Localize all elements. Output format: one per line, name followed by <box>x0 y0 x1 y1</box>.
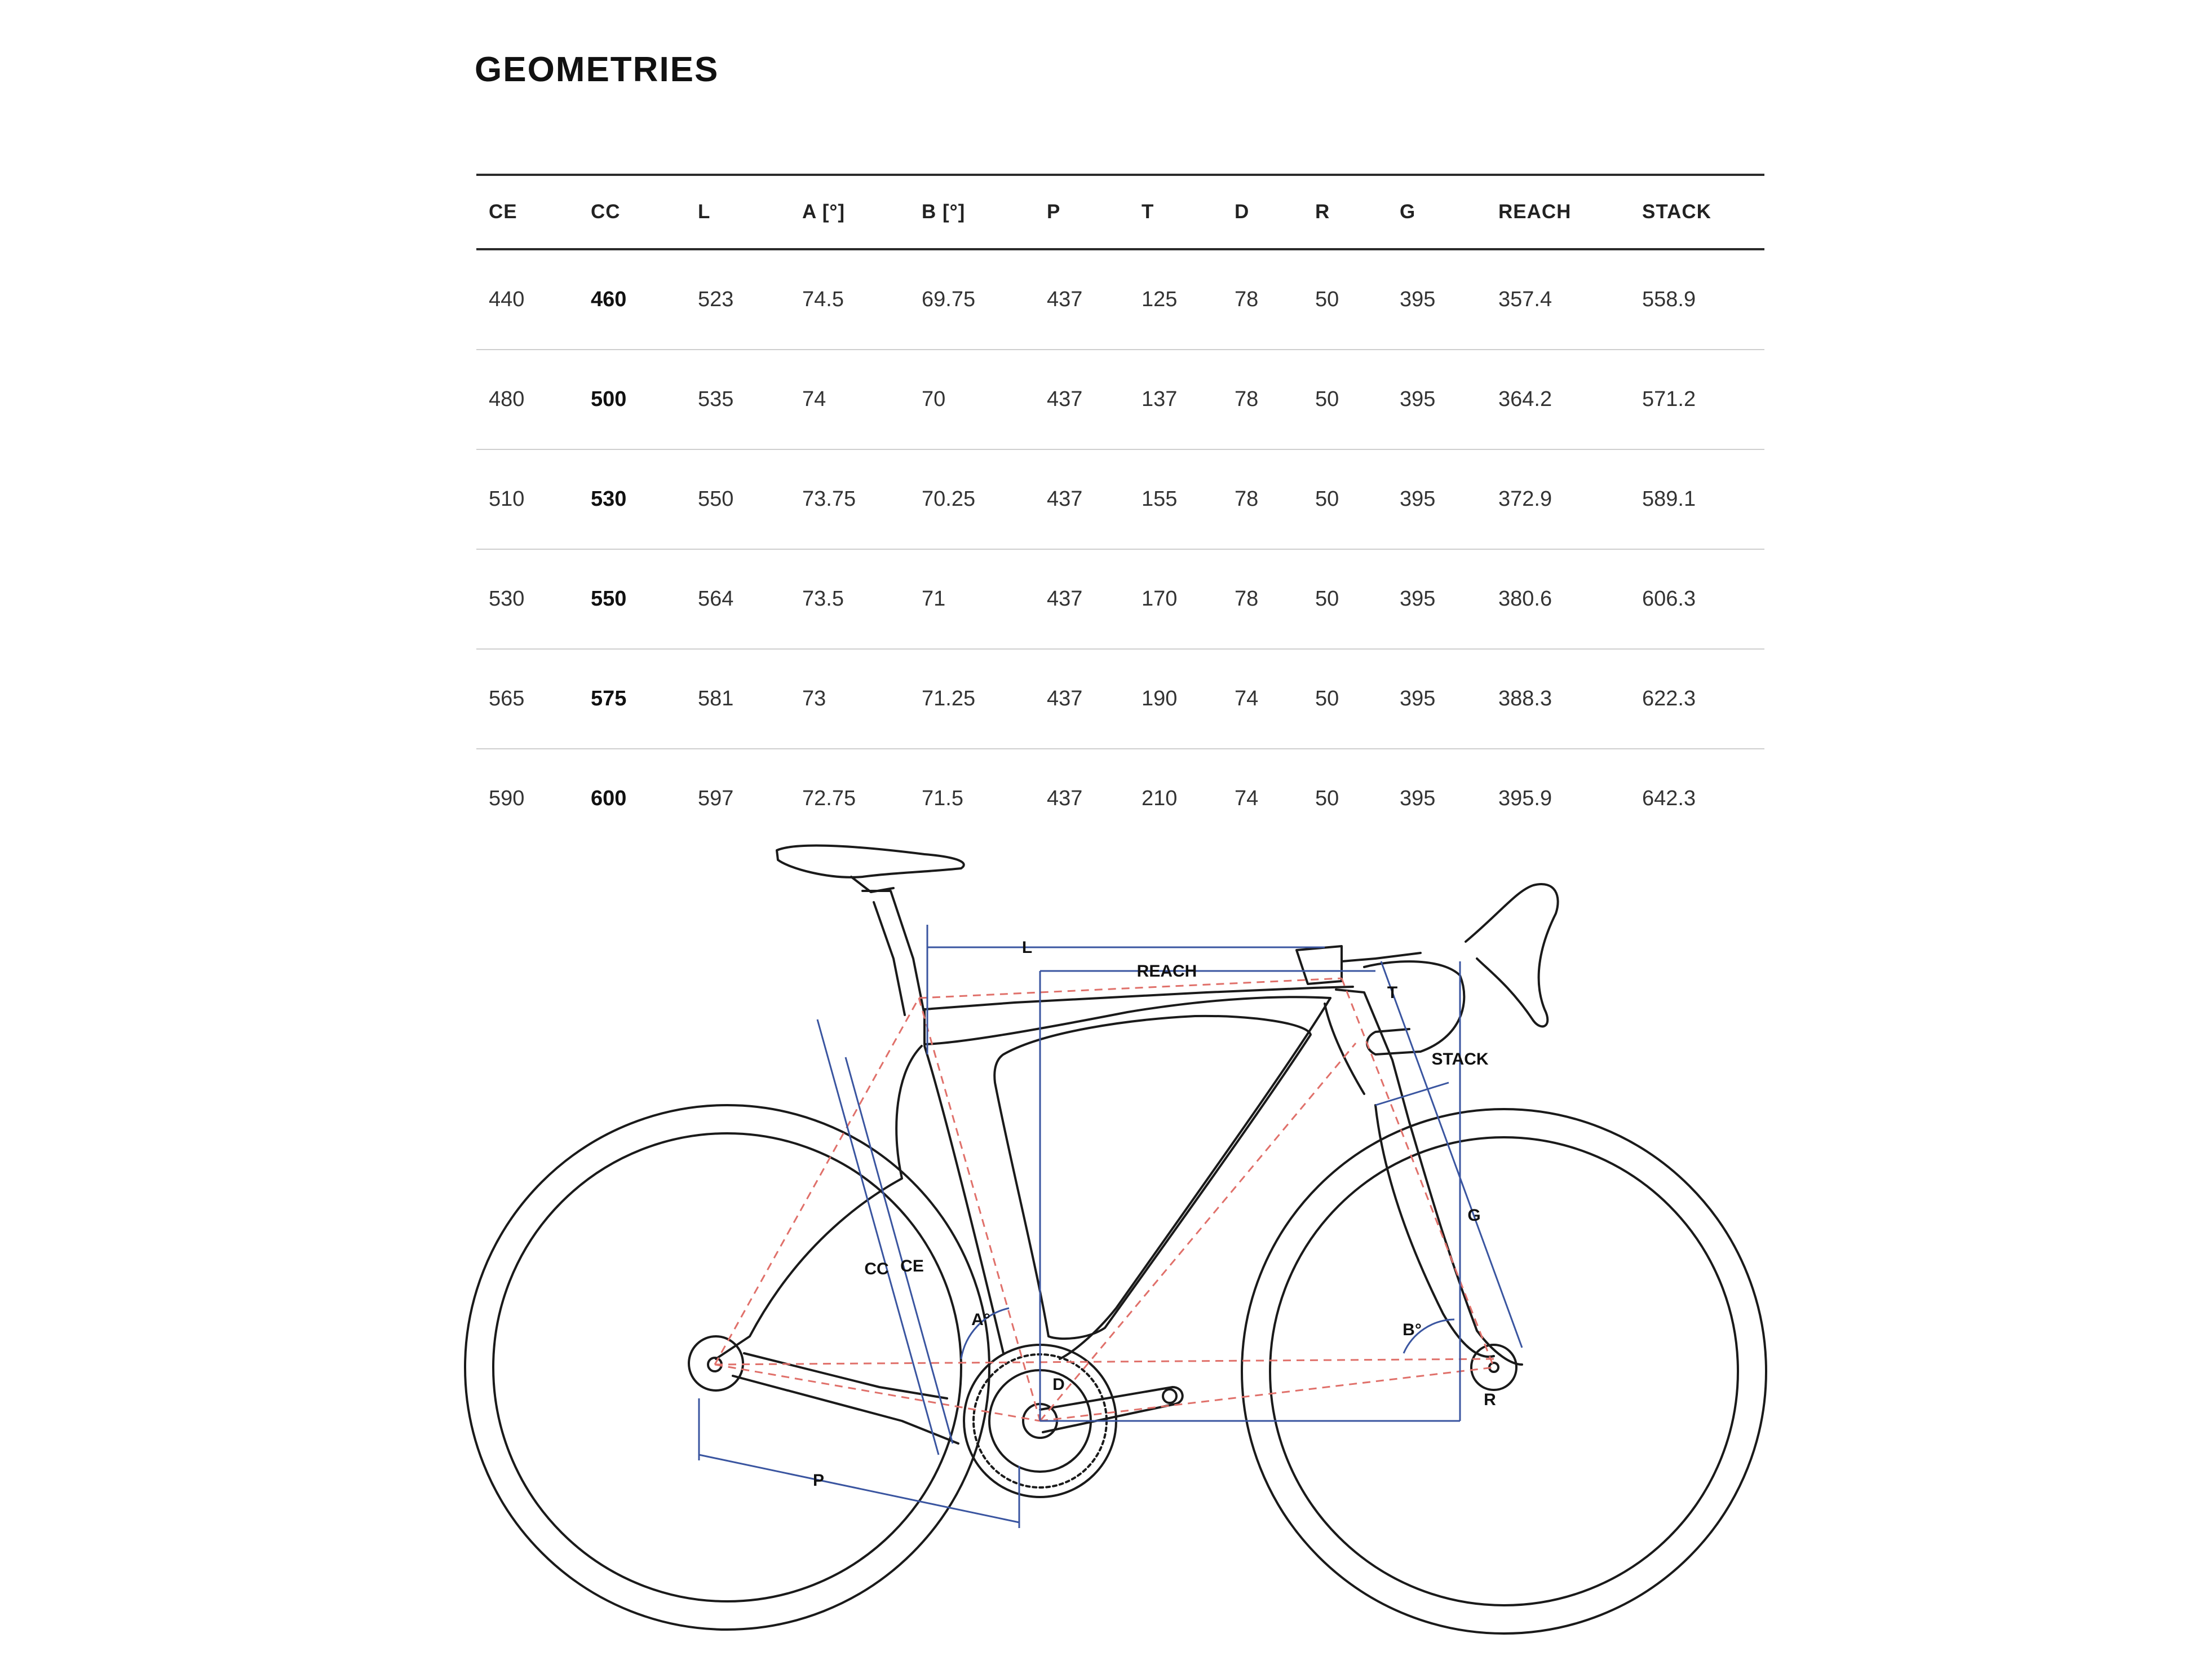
chainstay-centerline <box>715 1365 1040 1421</box>
dim-g <box>1381 961 1522 1348</box>
down-tube-centerline <box>1040 1043 1356 1421</box>
cell-b: 70.25 <box>922 487 976 511</box>
header-d: D <box>1235 201 1250 223</box>
cell-l: 535 <box>698 387 734 411</box>
cell-reach: 364.2 <box>1498 387 1552 411</box>
header-ce: CE <box>489 201 517 223</box>
cell-ce: 510 <box>489 487 525 511</box>
cell-p: 437 <box>1047 587 1083 611</box>
cell-t: 210 <box>1142 787 1178 810</box>
cell-p: 437 <box>1047 487 1083 511</box>
down-tube <box>1060 998 1330 1359</box>
cell-r: 50 <box>1315 387 1339 411</box>
cell-reach: 388.3 <box>1498 687 1552 710</box>
cell-g: 395 <box>1400 487 1436 511</box>
cell-t: 137 <box>1142 387 1178 411</box>
cell-b: 71.5 <box>922 787 963 810</box>
cell-ce: 440 <box>489 288 525 311</box>
label-reach: REACH <box>1136 962 1197 981</box>
frame-centerlines <box>715 978 1494 1421</box>
cell-a: 73 <box>802 687 826 710</box>
top-tube-centerline <box>919 978 1342 998</box>
seat-stay <box>716 1046 922 1359</box>
cell-l: 550 <box>698 487 734 511</box>
cell-stack: 558.9 <box>1642 288 1696 311</box>
cell-b: 71.25 <box>922 687 976 710</box>
cell-g: 395 <box>1400 288 1436 311</box>
seatpost-front <box>862 891 924 1015</box>
cell-a: 73.5 <box>802 587 844 611</box>
cell-p: 437 <box>1047 288 1083 311</box>
pedal-spindle <box>1163 1389 1176 1403</box>
cell-l: 523 <box>698 288 734 311</box>
cell-r: 50 <box>1315 487 1339 511</box>
cell-a: 73.75 <box>802 487 856 511</box>
cell-cc: 550 <box>591 587 627 611</box>
cell-reach: 395.9 <box>1498 787 1552 810</box>
cell-stack: 642.3 <box>1642 787 1696 810</box>
label-g: G <box>1467 1206 1481 1225</box>
cell-t: 155 <box>1142 487 1178 511</box>
stem-spacer <box>1297 946 1342 984</box>
cell-stack: 589.1 <box>1642 487 1696 511</box>
header-reach: REACH <box>1498 201 1572 223</box>
label-l: L <box>1021 938 1033 957</box>
label-d: D <box>1052 1375 1065 1394</box>
cell-t: 190 <box>1142 687 1178 710</box>
header-b: B [°] <box>922 201 966 223</box>
cell-cc: 530 <box>591 487 627 511</box>
header-stack: STACK <box>1642 201 1711 223</box>
cell-cc: 600 <box>591 787 627 810</box>
page-title: GEOMETRIES <box>475 50 719 89</box>
cell-ce: 530 <box>489 587 525 611</box>
cell-r: 50 <box>1315 288 1339 311</box>
cell-l: 564 <box>698 587 734 611</box>
cell-d: 78 <box>1235 587 1259 611</box>
header-r: R <box>1315 201 1330 223</box>
cell-g: 395 <box>1400 387 1436 411</box>
fork-rear <box>1375 1105 1494 1357</box>
bike-drawing <box>465 846 1766 1633</box>
cell-g: 395 <box>1400 687 1436 710</box>
cell-p: 437 <box>1047 787 1083 810</box>
cell-t: 170 <box>1142 587 1178 611</box>
cell-reach: 357.4 <box>1498 288 1552 311</box>
seat-stay-centerline <box>715 998 919 1365</box>
cell-cc: 460 <box>591 288 627 311</box>
header-t: T <box>1142 201 1154 223</box>
cell-p: 437 <box>1047 387 1083 411</box>
saddle <box>777 846 964 877</box>
cell-l: 597 <box>698 787 734 810</box>
cell-cc: 500 <box>591 387 627 411</box>
cell-d: 78 <box>1235 487 1259 511</box>
cell-a: 74 <box>802 387 826 411</box>
header-cc: CC <box>591 201 621 223</box>
header-a: A [°] <box>802 201 846 223</box>
cell-l: 581 <box>698 687 734 710</box>
brake-lever <box>1466 884 1558 1026</box>
cell-a: 74.5 <box>802 288 844 311</box>
wheelbase-centerline <box>715 1359 1494 1365</box>
chainstay <box>733 1376 958 1443</box>
cell-b: 70 <box>922 387 946 411</box>
label-ce: CE <box>900 1257 924 1275</box>
header-l: L <box>698 201 711 223</box>
label-b: B° <box>1403 1321 1422 1339</box>
label-t: T <box>1387 983 1398 1002</box>
cell-r: 50 <box>1315 687 1339 710</box>
head-tube-rear <box>1325 1004 1364 1094</box>
cell-ce: 590 <box>489 787 525 810</box>
front-hub <box>1471 1345 1516 1390</box>
seat-tube <box>924 1046 1003 1353</box>
cell-g: 395 <box>1400 787 1436 810</box>
cell-t: 125 <box>1142 288 1178 311</box>
cell-g: 395 <box>1400 587 1436 611</box>
cell-reach: 380.6 <box>1498 587 1552 611</box>
cell-a: 72.75 <box>802 787 856 810</box>
cell-p: 437 <box>1047 687 1083 710</box>
cell-b: 71 <box>922 587 946 611</box>
cell-stack: 606.3 <box>1642 587 1696 611</box>
cell-ce: 565 <box>489 687 525 710</box>
cell-b: 69.75 <box>922 288 976 311</box>
front-wheel-rim <box>1270 1137 1738 1605</box>
dim-ce <box>846 1057 953 1443</box>
cell-r: 50 <box>1315 587 1339 611</box>
stem <box>1342 953 1421 961</box>
header-p: P <box>1047 201 1061 223</box>
header-g: G <box>1400 201 1416 223</box>
head-tube-centerline <box>1342 978 1494 1367</box>
label-r: R <box>1484 1390 1496 1409</box>
cell-d: 78 <box>1235 288 1259 311</box>
cell-reach: 372.9 <box>1498 487 1552 511</box>
cell-cc: 575 <box>591 687 627 710</box>
fork-centerline <box>1040 1367 1494 1421</box>
cell-d: 74 <box>1235 687 1259 710</box>
cell-d: 78 <box>1235 387 1259 411</box>
rear-wheel-tire <box>465 1105 989 1630</box>
rear-wheel-rim <box>493 1133 961 1601</box>
label-a: A° <box>971 1310 990 1329</box>
handlebar-drop <box>1364 961 1464 1054</box>
front-wheel-tire <box>1242 1109 1766 1633</box>
frame-opening <box>994 1016 1311 1339</box>
saddle-rail <box>851 877 893 892</box>
cell-stack: 571.2 <box>1642 387 1696 411</box>
cell-stack: 622.3 <box>1642 687 1696 710</box>
label-cc: CC <box>864 1260 889 1278</box>
label-p: P <box>812 1471 825 1490</box>
cell-r: 50 <box>1315 787 1339 810</box>
cell-ce: 480 <box>489 387 525 411</box>
label-stack: STACK <box>1431 1050 1489 1069</box>
cell-d: 74 <box>1235 787 1259 810</box>
